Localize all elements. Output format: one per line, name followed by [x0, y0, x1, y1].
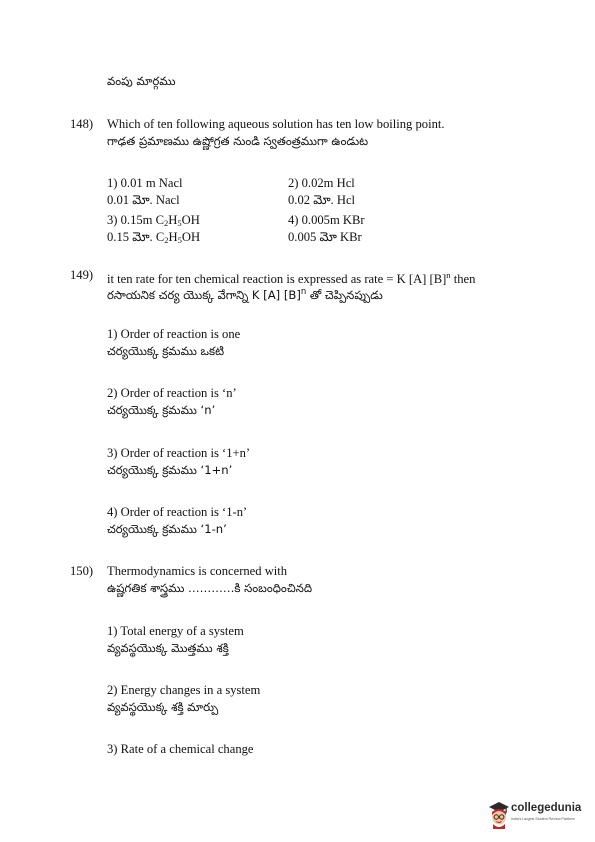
option-english: 3) Order of reaction is ‘1+n’ — [107, 446, 251, 460]
question-number: 150) — [70, 564, 94, 578]
option-english: 2) Order of reaction is ‘n’ — [107, 386, 237, 400]
option-english: 4) Order of reaction is ‘1-n’ — [107, 505, 248, 519]
option-telugu: 0.01 మో. Nacl — [107, 193, 180, 207]
question-text-english: Thermodynamics is concerned with — [107, 564, 288, 578]
option-english: 1) 0.01 m Nacl — [107, 176, 183, 190]
option-english: 2) 0.02m Hcl — [288, 176, 355, 190]
option-telugu: వ్యవస్థయొక్క మొత్తము శక్తి — [107, 641, 229, 655]
option-english: 2) Energy changes in a system — [107, 683, 261, 697]
option-english: 3) 0.15m $C_2H_5OH$ — [107, 213, 200, 228]
option-telugu: చర్యయొక్క క్రమము ఒకటి — [107, 344, 225, 358]
question-number: 148) — [70, 117, 94, 131]
option-english: 1) Total energy of a system — [107, 624, 244, 638]
collegedunia-logo — [488, 797, 588, 833]
option-telugu: చర్యయొక్క క్రమము ‘n’ — [107, 403, 216, 417]
graduate-mascot-icon — [488, 799, 510, 829]
question-number: 149) — [70, 268, 94, 282]
option-english: 3) Rate of a chemical change — [107, 742, 254, 756]
option-english: 1) Order of reaction is one — [107, 327, 241, 341]
question-text-english: it ten rate for ten chemical reaction is expressed as rate = K [A] $[B]^n$ then — [107, 270, 476, 286]
option-telugu: వ్యవస్థయొక్క శక్తి మార్పు — [107, 700, 219, 714]
option-telugu: 0.15 మో. $C_2H_5OH$ — [107, 230, 201, 245]
brand-name: collegedunia — [511, 802, 582, 814]
option-telugu: చర్యయొక్క క్రమము ‘1+n’ — [107, 463, 233, 477]
question-text-english: Which of ten following aqueous solution has ten low boiling point. — [107, 117, 445, 131]
question-text-telugu: గాఢత ప్రమాణము ఉష్ణోగ్రత నుండి స్వతంత్రముగా ఉండుట — [107, 134, 369, 148]
question-text-telugu: ఉష్ణగతిక శాస్త్రము …………కి సంబంధించినది — [107, 581, 313, 595]
option-telugu: చర్యయొక్క క్రమము ‘1-n’ — [107, 522, 227, 536]
brand-tagline: India's Largest Student Review Platform — [511, 817, 575, 821]
continued-option-text: వంపు మార్గము — [107, 74, 176, 88]
option-telugu: 0.02 మో. Hcl — [288, 193, 356, 207]
option-english: 4) 0.005m KBr — [288, 213, 365, 227]
question-text-telugu: రసాయనిక చర్య యొక్క వేగాన్ని K [A] $[B]^n$ తో చెప్పినప్పుడు — [107, 287, 383, 302]
option-telugu: 0.005 మో KBr — [288, 230, 362, 244]
